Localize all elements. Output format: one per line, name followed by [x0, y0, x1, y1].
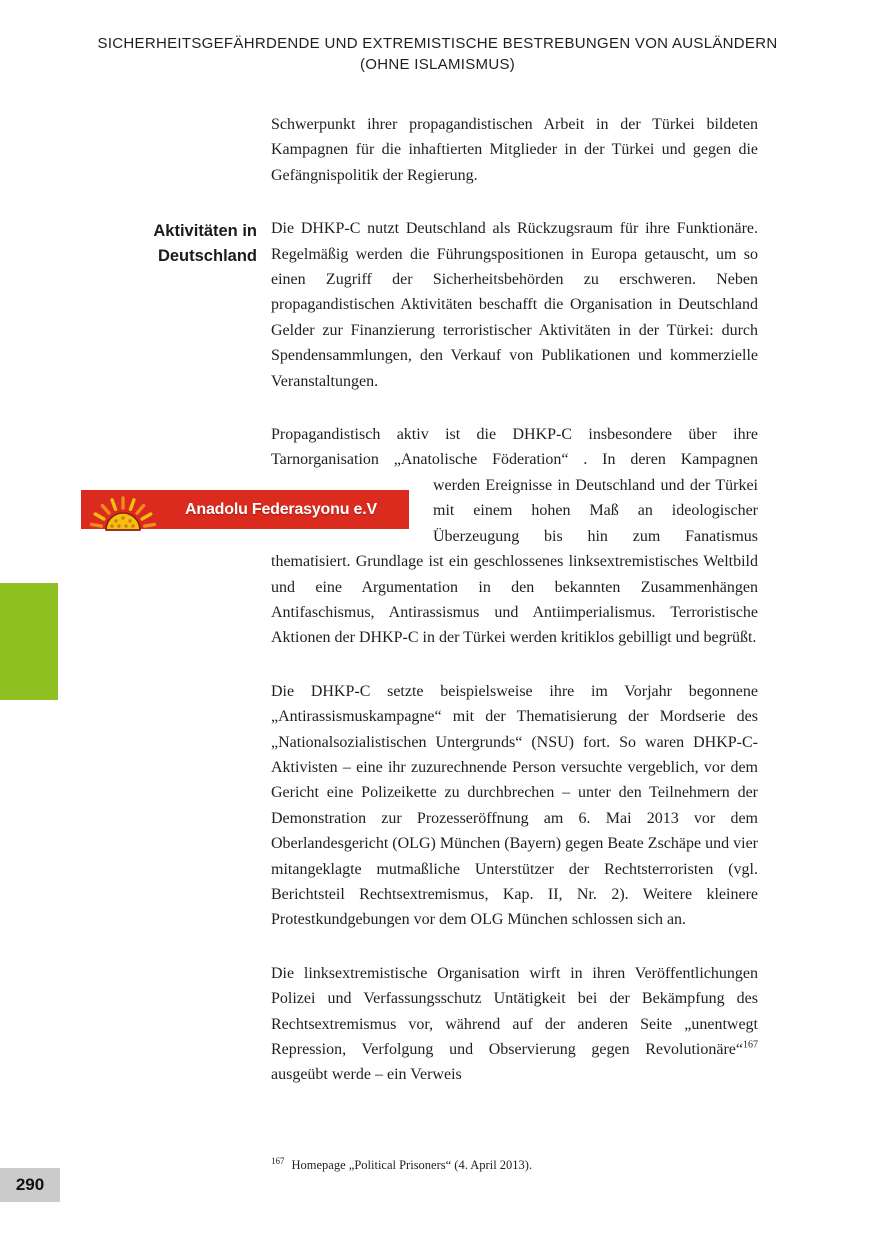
- paragraph-veroeffentlichungen-text: Die linksextremistische Organisation wirft in ihren Veröffentlichungen Polizei und Verfassungsschutz Untätigkeit bei der Bekämpfung des Rechtsextremismus vor, während auf der anderen Seite „unentwegt Repression, Verfolgung und Observierung gegen Revolutionäre“: [271, 964, 758, 1058]
- paragraph-tuerkei-kampagnen: Schwerpunkt ihrer propagandistischen Arbeit in der Türkei bildeten Kampagnen für die inhaftierten Mitglieder in der Türkei und gegen die Gefängnispolitik der Regierung.: [271, 116, 758, 184]
- page-number: 290: [15, 1175, 45, 1194]
- page-number-block: [0, 1168, 60, 1202]
- banner-title: Anadolu Federasyonu e.V: [185, 500, 377, 518]
- paragraph-propaganda-wrap: [185, 473, 758, 651]
- running-head-line1: SICHERHEITSGEFÄHRDENDE UND EXTREMISTISCHE BESTREBUNGEN VON AUSLÄNDERN: [97, 35, 778, 52]
- paragraph-veroeffentlichungen: [271, 961, 758, 1088]
- paragraph-veroeffentlichungen-end: ausgeübt werde – ein Verweis: [271, 1066, 462, 1084]
- paragraph-antirassismuskampagne: Die DHKP-C setzte beispielsweise ihre im Vorjahr begonnene „Antirassismuskampagne“ mit der Thematisierung der Mordserie des „Nationalsozialistischen Untergrunds“ (NSU) fort. So waren DHKP-C-Aktivisten – eine ihr zuzurechnende Person versuchte vergeblich, vor dem Gericht eine Polizeikette zu durchbrechen – unter den Teilnehmern der Demonstration zur Prozesseröffnung am 6. Mai 2013 vor dem Oberlandesgericht (OLG) München (Bayern) gegen Beate Zschäpe und vier mitangeklagte mutmaßliche Unterstützer der Rechtsterroristen (vgl. Berichtsteil Rechtsextremismus, Kap. II, Nr. 2). Weitere kleinere Protestkundgebungen vor dem OLG München schlossen sich an.: [271, 682, 758, 929]
- chapter-marker: [0, 583, 58, 700]
- footnote-text: Homepage „Political Prisoners“ (4. April 2013).: [291, 1158, 533, 1173]
- margin-label-line1: Aktivitäten in: [153, 222, 257, 240]
- paragraph-rueckzugsraum: Die DHKP-C nutzt Deutschland als Rückzugsraum für ihre Funktionäre. Regelmäßig werden die Führungspositionen in Europa getauscht, um so einen Zugriff der Sicherheitsbehörden zu erschweren. Neben propagandistischen Aktivitäten beschafft die Organisation in Deutschland Gelder zur Finanzierung terroristischer Aktivitäten in der Türkei: durch Spendensammlungen, den Verkauf von Publikationen und kommerzielle Veranstaltungen.: [271, 220, 758, 390]
- paragraph-propaganda-continued: werden Ereignisse in Deutschland und der Türkei mit einem hohen Maß an ideologischer Überzeugung bis hin zum Fanatismus thematisiert. Grundlage ist ein geschlossenes linksextremistisches Weltbild und eine Argumentation in den bekannten Zusammenhängen Antifaschismus, Antirassismus und Antiimperialismus. Terroristische Aktionen der DHKP-C in der Türkei werden kritiklos gebilligt und begrüßt.: [271, 476, 758, 647]
- footnote: [271, 1153, 758, 1173]
- margin-label-aktivitaeten: [40, 219, 257, 270]
- footnote-number: 167: [271, 1156, 285, 1166]
- margin-label-line2: Deutschland: [157, 247, 257, 266]
- body-text-column: [185, 112, 758, 1116]
- footnote-reference-167: 167: [743, 1039, 758, 1051]
- anadolu-federasyonu-banner: [81, 490, 409, 529]
- running-head-line2: (OHNE ISLAMISMUS): [359, 56, 516, 73]
- paragraph-propaganda-intro: Propagandistisch aktiv ist die DHKP-C insbesondere über ihre Tarnorganisation „Anatolische Föderation“ . In deren Kampagnen: [271, 426, 758, 469]
- running-head: [55, 33, 820, 75]
